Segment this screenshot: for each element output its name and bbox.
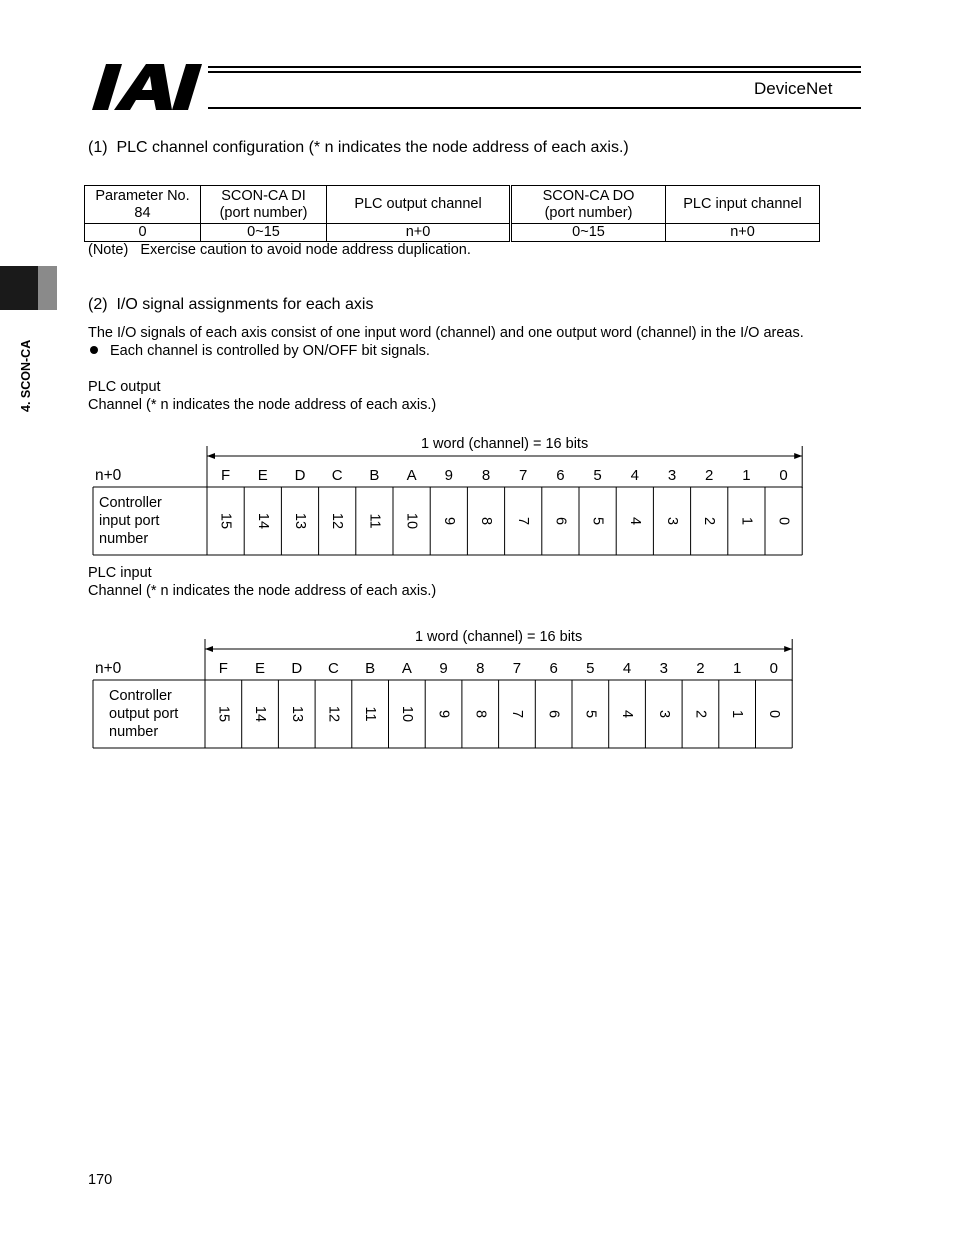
port-number: 11 [366,513,383,529]
port-number: 4 [619,709,636,719]
row-label-line: Controller [109,688,172,704]
word-label: 1 word (channel) = 16 bits [414,629,583,645]
port-number: 0 [775,516,792,526]
bit-label: E [257,467,268,484]
bit-label: 9 [444,467,453,484]
bit-label: 9 [439,660,448,677]
header-di: SCON-CA DI (port number) [201,186,327,224]
io-heading: (2) I/O signal assignments for each axis [88,296,374,313]
bit-label: 8 [481,467,491,484]
channel-label: n+0 [95,660,122,677]
bit-label: C [331,467,343,484]
row-label-line: number [109,724,159,740]
header-rule-bottom [208,107,861,109]
io-bullet-item: Each channel is controlled by ON/OFF bit signals. [90,343,430,359]
port-number: 13 [292,512,308,530]
port-number: 12 [329,512,346,530]
chapter-tab [0,266,38,310]
cell-plc-output: n+0 [327,224,511,242]
port-number: 2 [701,516,718,526]
bit-label: 3 [667,467,677,484]
bullet-icon [90,346,98,354]
port-number: 5 [589,516,606,526]
header-plc-output: PLC output channel [327,186,511,224]
plc-input-title: PLC input [88,565,152,581]
port-number: 6 [552,516,569,526]
bit-label: A [406,467,417,484]
chapter-label: 4. SCON-CA [19,339,33,412]
header-plc-input: PLC input channel [666,186,820,224]
bit-label: 2 [705,467,714,484]
bit-label: 1 [742,467,751,484]
plc-input-bit-diagram [0,623,954,753]
header-rule-top [208,66,861,68]
bit-label: 6 [556,467,565,484]
cell-do: 0~15 [511,224,666,242]
arrow-left-head [207,453,215,459]
bit-label: 4 [630,467,639,484]
bit-label: B [365,660,376,677]
bit-label: 5 [586,660,595,677]
bit-label: 1 [732,660,742,677]
chapter-tab-accent [38,266,57,310]
port-number: 6 [545,709,562,719]
row-label-line: Controller [99,495,162,511]
bit-label: 6 [549,660,558,677]
cell-parameter: 0 [85,224,201,242]
page-number: 170 [88,1172,113,1188]
port-number: 9 [440,516,457,526]
row-label-line: output port [109,706,179,722]
bit-label: B [369,467,380,484]
bit-label: 4 [622,660,632,677]
row-label-line: input port [99,513,160,529]
port-number: 8 [472,709,489,719]
config-table [84,185,820,242]
bit-label: F [218,660,228,677]
port-number: 15 [215,705,232,723]
bit-label: F [221,467,231,484]
plc-output-title: PLC output [88,379,161,395]
port-number: 2 [692,709,709,719]
config-heading: (1) PLC channel configuration (* n indicates the node address of each axis.) [88,139,629,156]
port-number: 12 [325,705,342,723]
header-do: SCON-CA DO (port number) [511,186,666,224]
port-number: 3 [664,516,680,526]
bit-label: 0 [769,660,779,677]
port-number: 10 [398,705,415,723]
header-parameter: Parameter No. 84 [85,186,201,224]
bit-label: 7 [519,467,528,484]
row-label-line: number [99,531,149,547]
bit-label: A [401,660,412,677]
port-number: 13 [288,705,305,723]
plc-input-subtitle: Channel (* n indicates the node address of each axis.) [88,583,437,599]
port-number: 10 [403,512,420,530]
port-number: 14 [252,705,269,723]
bit-label: 3 [659,660,668,677]
cell-plc-input: n+0 [666,224,820,242]
bit-label: D [294,467,306,484]
port-number: 7 [515,516,532,526]
port-number: 7 [508,709,525,719]
bit-label: D [291,660,303,677]
cell-di: 0~15 [201,224,327,242]
config-note: (Note) Exercise caution to avoid node address duplication. [88,242,471,258]
port-number: 9 [435,709,452,719]
bit-label: 2 [696,660,705,677]
bit-label: 0 [779,467,788,484]
iai-logo [92,64,210,112]
bit-label: E [255,660,266,677]
header-rule-middle [208,71,861,73]
bit-label: 5 [593,467,602,484]
port-number: 1 [738,516,755,526]
word-label: 1 word (channel) = 16 bits [420,436,589,452]
plc-output-subtitle: Channel (* n indicates the node address of each axis.) [88,397,437,413]
port-number: 3 [655,709,672,719]
port-number: 0 [765,709,782,719]
port-number: 14 [254,512,271,530]
io-description: The I/O signals of each axis consist of one input word (channel) and one output word (channel) in the I/O areas. [88,325,804,341]
port-number: 8 [478,516,494,526]
port-number: 11 [362,706,379,722]
port-number: 4 [626,516,643,526]
bit-label: 7 [512,660,522,677]
channel-label: n+0 [95,467,122,484]
bit-label: 8 [476,660,485,677]
port-number: 5 [582,709,599,719]
arrow-left-head [205,646,213,652]
port-number: 1 [729,709,746,719]
section-title: DeviceNet [754,79,833,98]
arrow-right-head [784,646,792,652]
port-number: 15 [217,512,234,530]
arrow-right-head [794,453,802,459]
plc-output-bit-diagram [0,430,954,560]
bit-label: C [328,660,339,677]
